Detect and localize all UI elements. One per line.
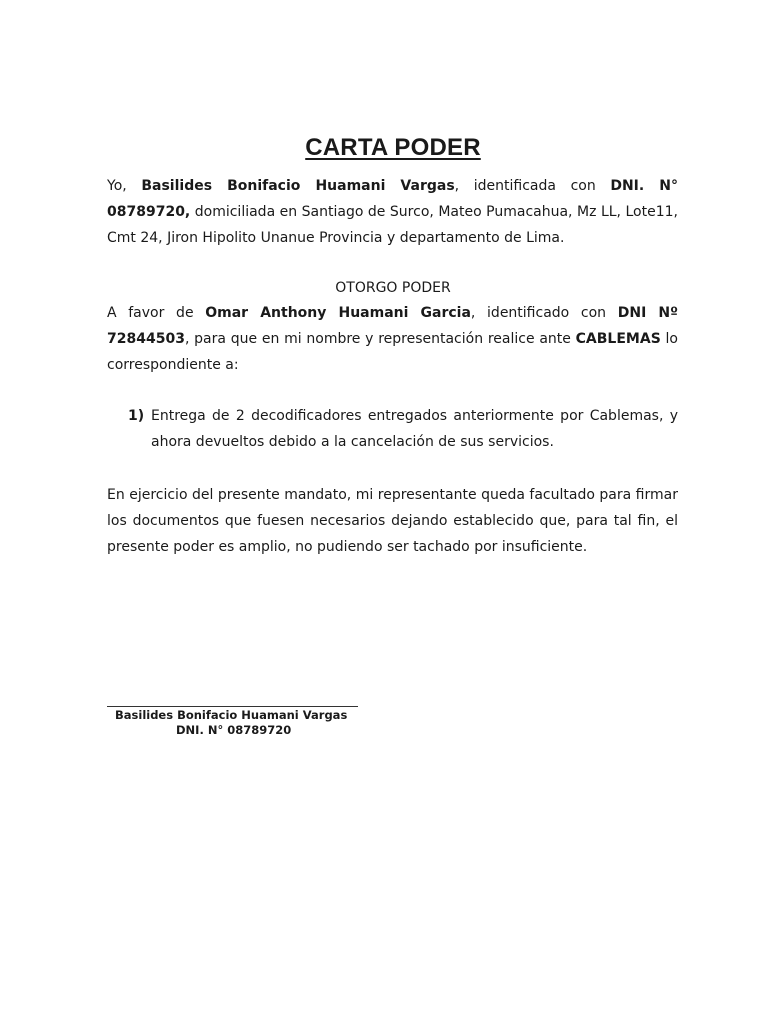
signature-line bbox=[107, 706, 358, 707]
signature-dni: DNI. N° 08789720 bbox=[176, 723, 292, 737]
text-segment: lo correspondiente a: bbox=[107, 331, 678, 373]
grantee-paragraph bbox=[107, 300, 678, 378]
grantor-dni: DNI. N° 08789720, bbox=[107, 178, 678, 220]
mandate-paragraph: En ejercicio del presente mandato, mi representante queda facultado para firmar los documentos que fuesen necesarios dejando establecido que, para tal fin, el presente poder es amplio, no pudiendo ser tachado por insuficiente. bbox=[107, 487, 678, 555]
grantee-dni: DNI Nº 72844503 bbox=[107, 305, 678, 347]
document-title: CARTA PODER bbox=[305, 134, 481, 161]
signature-name: Basilides Bonifacio Huamani Vargas bbox=[115, 708, 348, 722]
grantor-paragraph bbox=[107, 173, 678, 251]
company-name: CABLEMAS bbox=[575, 331, 661, 347]
text-segment: , identificado con bbox=[470, 305, 618, 321]
text-segment: A favor de bbox=[107, 305, 206, 321]
section-heading: OTORGO PODER bbox=[335, 280, 451, 296]
grantor-name: Basilides Bonifacio Huamani Vargas bbox=[141, 178, 455, 194]
text-segment: Yo, bbox=[107, 178, 142, 194]
list-text: Entrega de 2 decodificadores entregados anteriormente por Cablemas, y ahora devueltos debido a la cancelación de sus servicios. bbox=[151, 408, 678, 450]
grantee-name: Omar Anthony Huamani Garcia bbox=[205, 305, 471, 321]
list-number: 1) bbox=[128, 408, 145, 424]
text-segment: , identificada con bbox=[454, 178, 611, 194]
text-segment: domiciliada en Santiago de Surco, Mateo Pumacahua, Mz LL, Lote11, Cmt 24, Jiron Hipolito Unanue Provincia y departamento de Lima. bbox=[107, 204, 678, 246]
text-segment: , para que en mi nombre y representación realice ante bbox=[184, 331, 576, 347]
